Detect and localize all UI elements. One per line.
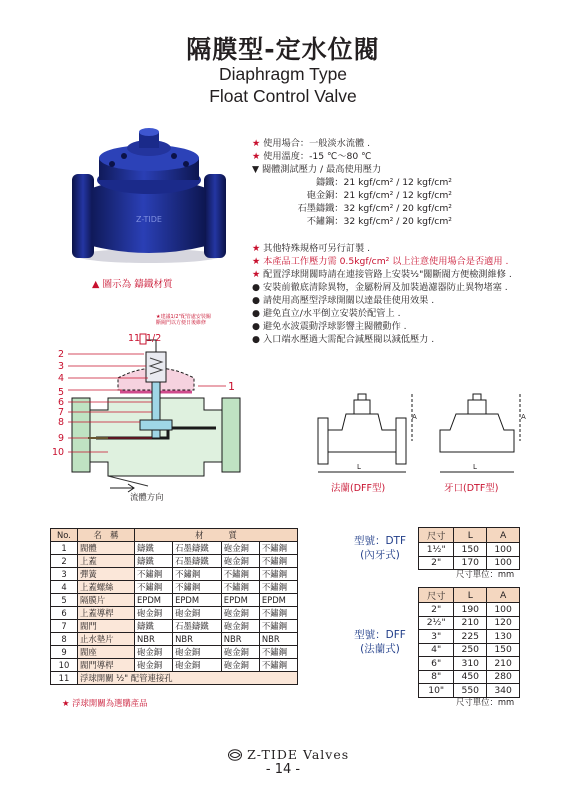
part-material: 石墨鑄鐵	[173, 555, 222, 568]
dim-letter-a-dtf: A	[521, 413, 526, 421]
part-name: 浮球開關 ½" 配管連接孔	[78, 672, 298, 685]
part-name: 閥體	[78, 542, 135, 555]
photo-caption	[92, 276, 173, 290]
dff-dimension-table	[418, 587, 520, 698]
col-name: 名 稱	[78, 529, 135, 542]
part-material: 石墨鑄鐵	[173, 542, 222, 555]
pressure-row: 砲金銅：21 kgf/cm² / 12 kgf/cm²	[306, 190, 452, 201]
part-material: 鑄鐵	[135, 555, 173, 568]
part-material: 砲金銅	[221, 542, 259, 555]
callout-4: 4	[58, 373, 65, 384]
part-name: 上蓋導桿	[78, 607, 135, 620]
part-material: 石墨鑄鐵	[173, 620, 222, 633]
part-material: 砲金銅	[173, 659, 222, 672]
part-material: 砲金銅	[173, 646, 222, 659]
note-item: ● 避免水波震動浮球影響主閥體動作 .	[252, 321, 407, 332]
part-material: 砲金銅	[135, 659, 173, 672]
col-material: 材 質	[135, 529, 298, 542]
table-row	[51, 594, 298, 607]
part-material: NBR	[135, 633, 173, 646]
part-material: EPDM	[259, 594, 297, 607]
dimension-cell: 10"	[419, 684, 454, 698]
callout-11: 11	[128, 333, 141, 344]
callout-half-inch: 1/2	[146, 333, 162, 344]
star-icon: ★	[62, 698, 73, 708]
parts-header-row	[51, 529, 298, 542]
part-number: 2	[51, 555, 78, 568]
part-number: 3	[51, 568, 78, 581]
dimension-cell: 120	[487, 616, 520, 630]
table-row	[51, 633, 298, 646]
table-row	[419, 684, 520, 698]
part-material: NBR	[173, 633, 222, 646]
dimension-cell: 100	[487, 556, 520, 570]
svg-text:Z-TIDE: Z-TIDE	[136, 215, 162, 224]
table-row	[419, 657, 520, 671]
callout-3: 3	[58, 361, 65, 372]
dimension-cell: 100	[487, 603, 520, 617]
star-icon: ★	[252, 243, 261, 254]
valve-product-photo	[64, 128, 234, 268]
dimension-cell: 340	[487, 684, 520, 698]
bullet-icon: ●	[252, 308, 261, 319]
dimension-cell: 1½"	[419, 543, 454, 557]
dimension-cell: 550	[454, 684, 487, 698]
dff-drawing-caption: 法蘭(DFF型)	[331, 483, 386, 494]
dimension-cell: 150	[487, 643, 520, 657]
star-icon: ★	[252, 269, 261, 280]
note-item: ● 避免直立/水平倒立安裝於配管上 .	[252, 308, 401, 319]
star-icon: ★	[252, 138, 264, 149]
part-number: 9	[51, 646, 78, 659]
table-row	[51, 672, 298, 685]
table-row	[419, 630, 520, 644]
features-notes	[252, 242, 512, 346]
table-row	[51, 620, 298, 633]
callout-7: 7	[58, 407, 65, 418]
page-title-english-line2: Float Control Valve	[209, 86, 357, 106]
dimension-cell: 8"	[419, 670, 454, 684]
part-number: 6	[51, 607, 78, 620]
dtf-dimension-table	[418, 527, 520, 570]
dimension-cell: 150	[454, 543, 487, 557]
part-material: 不鏽鋼	[173, 568, 222, 581]
part-number: 7	[51, 620, 78, 633]
table-row	[419, 643, 520, 657]
callout-1: 1	[228, 380, 235, 393]
part-material: NBR	[259, 633, 297, 646]
dtf-header-row: 尺寸 L A	[419, 528, 520, 543]
dff-unit-note: 尺寸單位：mm	[456, 697, 515, 707]
down-triangle-icon: ▼	[252, 164, 262, 175]
callout-6: 6	[58, 397, 65, 408]
dimension-cell: 100	[487, 543, 520, 557]
note-item: ● 請使用高壓型浮球開關以達最佳使用效果 .	[252, 295, 435, 306]
brand-logo-icon	[228, 749, 242, 761]
part-material: 不鏽鋼	[259, 542, 297, 555]
table-row	[51, 581, 298, 594]
pressure-row: 石墨鑄鐵：32 kgf/cm² / 20 kgf/cm²	[297, 203, 452, 214]
part-material: 不鏽鋼	[259, 555, 297, 568]
part-material: 不鏽鋼	[135, 581, 173, 594]
col-no: No.	[51, 529, 78, 542]
dimension-cell: 225	[454, 630, 487, 644]
star-icon: ★	[252, 151, 264, 162]
dimension-cell: 4"	[419, 643, 454, 657]
dimension-cell: 210	[487, 657, 520, 671]
dimension-cell: 170	[454, 556, 487, 570]
dimension-cell: 280	[487, 670, 520, 684]
part-material: EPDM	[135, 594, 173, 607]
part-material: 砲金銅	[221, 646, 259, 659]
callout-8: 8	[58, 417, 65, 428]
star-icon: ★	[252, 256, 261, 267]
table-row	[419, 543, 520, 557]
part-material: 鑄鐵	[135, 620, 173, 633]
triangle-icon: ▲	[92, 279, 103, 290]
dimension-drawings	[312, 390, 532, 480]
bullet-icon: ●	[252, 321, 261, 332]
part-number: 8	[51, 633, 78, 646]
part-material: 砲金銅	[221, 659, 259, 672]
part-material: 不鏽鋼	[259, 659, 297, 672]
callout-5: 5	[58, 387, 65, 398]
part-name: 閥門導桿	[78, 659, 135, 672]
pressure-row: 不鏽鋼：32 kgf/cm² / 20 kgf/cm²	[306, 216, 452, 227]
table-row	[51, 646, 298, 659]
part-name: 閥門	[78, 620, 135, 633]
dimension-cell: 2"	[419, 603, 454, 617]
part-material: 不鏽鋼	[259, 581, 297, 594]
note-item: ● 入口端水壓過大需配合減壓閥以減低壓力 .	[252, 334, 435, 345]
page-number: - 14 -	[265, 762, 301, 777]
part-name: 上蓋螺絲	[78, 581, 135, 594]
callout-2: 2	[58, 349, 65, 360]
valve-cross-section-diagram	[48, 328, 248, 500]
table-row	[419, 616, 520, 630]
part-name: 彈簧	[78, 568, 135, 581]
note-item: ★ 本產品工作壓力需 0.5kgf/cm² 以上注意使用場合是否適用 .	[252, 256, 509, 267]
parts-footnote: ★ 浮球開關為選購產品	[62, 698, 148, 708]
dimension-cell: 6"	[419, 657, 454, 671]
part-material: 不鏽鋼	[221, 568, 259, 581]
part-number: 4	[51, 581, 78, 594]
page-title-chinese: 隔膜型-定水位閥	[186, 35, 380, 64]
part-material: 砲金銅	[135, 607, 173, 620]
bullet-icon: ●	[252, 282, 261, 293]
part-material: 不鏽鋼	[259, 568, 297, 581]
bullet-icon: ●	[252, 295, 261, 306]
part-material: 不鏽鋼	[221, 581, 259, 594]
part-material: NBR	[221, 633, 259, 646]
callout-10: 10	[52, 447, 65, 458]
part-material: 不鏽鋼	[259, 646, 297, 659]
part-name: 上蓋	[78, 555, 135, 568]
dimension-cell: 450	[454, 670, 487, 684]
feature-item: ★ 使用溫度：-15 ℃～80 ℃	[252, 151, 372, 162]
dimension-cell: 3"	[419, 630, 454, 644]
part-material: 砲金銅	[221, 620, 259, 633]
note-item: ★ 配置浮球開關時請在連接管路上安裝½"關斷閥方便檢測維修 .	[252, 269, 512, 280]
part-name: 隔膜片	[78, 594, 135, 607]
part-name: 閥座	[78, 646, 135, 659]
page-title-english-line1: Diaphragm Type	[218, 64, 348, 84]
part-material: 砲金銅	[135, 646, 173, 659]
table-row	[419, 670, 520, 684]
pressure-row: 鑄鐵：21 kgf/cm² / 12 kgf/cm²	[315, 177, 452, 188]
dim-letter-a-dff: A	[412, 413, 417, 421]
diagram-note: ★建議1/2"配管處安裝關 斷閥門以方便日後維修	[156, 314, 211, 326]
part-material: 不鏽鋼	[259, 607, 297, 620]
pressure-header: ▼ 閥體測試壓力 / 最高使用壓力	[252, 164, 382, 175]
features-top	[252, 137, 381, 176]
brand-footer	[228, 744, 349, 763]
note-item: ★ 其他特殊規格可另行訂製 .	[252, 243, 371, 254]
dff-model-label: 型號：DFF (法蘭式)	[354, 629, 406, 655]
dim-letter-l-dtf: L	[473, 463, 477, 471]
dim-letter-l-dff: L	[357, 463, 361, 471]
dtf-model-label: 型號：DTF (內牙式)	[353, 535, 407, 561]
table-row	[51, 542, 298, 555]
dimension-cell: 250	[454, 643, 487, 657]
part-material: 鑄鐵	[135, 542, 173, 555]
dimension-cell: 2½"	[419, 616, 454, 630]
feature-item: ★ 使用場合：一般淡水流體 .	[252, 138, 371, 149]
part-material: EPDM	[173, 594, 222, 607]
part-material: EPDM	[221, 594, 259, 607]
part-number: 10	[51, 659, 78, 672]
dimension-cell: 130	[487, 630, 520, 644]
part-name: 止水墊片	[78, 633, 135, 646]
part-material: 砲金銅	[221, 607, 259, 620]
table-row	[51, 568, 298, 581]
dtf-unit-note: 尺寸單位：mm	[456, 569, 515, 579]
part-number: 5	[51, 594, 78, 607]
part-material: 砲金銅	[173, 607, 222, 620]
table-row	[51, 607, 298, 620]
table-row	[419, 603, 520, 617]
note-item: ● 安裝前徹底清除異物，金屬粉屑及加裝過濾器防止異物堵塞 .	[252, 282, 508, 293]
dimension-cell: 310	[454, 657, 487, 671]
part-material: 不鏽鋼	[173, 581, 222, 594]
dimension-cell: 190	[454, 603, 487, 617]
pressure-table	[252, 176, 452, 228]
callout-9: 9	[58, 433, 65, 444]
brand-name: Z-TIDE Valves	[247, 747, 350, 762]
table-row	[51, 555, 298, 568]
dtf-drawing-caption: 牙口(DTF型)	[444, 483, 499, 494]
dimension-cell: 210	[454, 616, 487, 630]
flow-direction-label: 流體方向	[130, 492, 164, 502]
part-number: 11	[51, 672, 78, 685]
part-material: 不鏽鋼	[259, 620, 297, 633]
bullet-icon: ●	[252, 334, 261, 345]
table-row	[51, 659, 298, 672]
dimension-cell: 2"	[419, 556, 454, 570]
part-material: 砲金銅	[221, 555, 259, 568]
parts-material-table	[50, 528, 298, 685]
part-material: 不鏽鋼	[135, 568, 173, 581]
photo-caption-text: 圖示為 鑄鐵材質	[102, 279, 173, 290]
dff-header-row: 尺寸 L A	[419, 588, 520, 603]
part-number: 1	[51, 542, 78, 555]
